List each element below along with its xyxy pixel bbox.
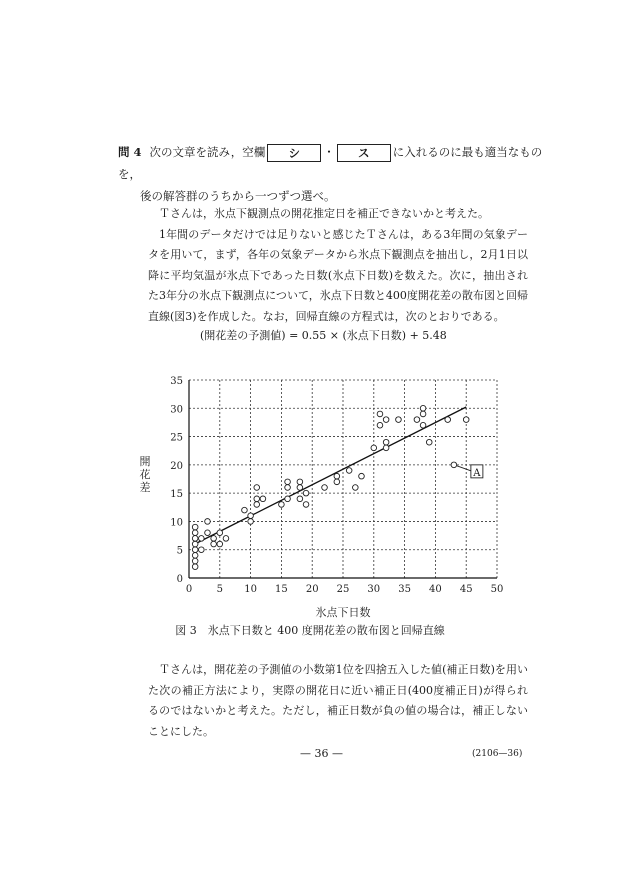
x-tick-label: 25 xyxy=(336,584,350,595)
data-point xyxy=(420,422,426,428)
data-point xyxy=(192,558,198,564)
data-point xyxy=(303,490,309,496)
annotation-leader xyxy=(457,466,471,471)
data-point xyxy=(414,417,420,423)
y-tick-label: 30 xyxy=(170,404,183,416)
data-point xyxy=(217,541,223,547)
data-point xyxy=(303,502,309,508)
regression-equation: (開花差の予測値) = 0.55 × (氷点下日数) + 5.48 xyxy=(200,329,447,342)
data-point xyxy=(377,422,383,428)
data-point xyxy=(192,553,198,559)
data-point xyxy=(396,417,402,423)
page-number: — 36 — xyxy=(300,747,343,760)
data-point xyxy=(192,541,198,547)
data-point xyxy=(420,411,426,417)
paragraph-1-body: 1年間のデータだけでは足りないと感じたＴさんは，ある3年間の気象データを用いて，まず，各年の気象データから氷点下観測点を抽出し，2月1日以降に平均気温が氷点下であった日数(氷点下日数)を数えた。次に，抽出された3年分の氷点下観測点について，氷点下日数と400度開花差の散布図と回帰直線(図3)を作成した。なお，回帰直線の方程式は，次のとおりである。 xyxy=(148,227,528,323)
data-point xyxy=(192,564,198,570)
y-axis-label: 開 xyxy=(139,454,151,468)
data-point xyxy=(254,485,260,491)
data-point xyxy=(353,485,359,491)
data-point xyxy=(285,496,291,502)
y-tick-label: 20 xyxy=(170,460,183,472)
x-tick-label: 40 xyxy=(429,584,442,595)
data-point-a xyxy=(451,462,457,468)
question-text-after: に入れるのに最も適当なものを， xyxy=(118,145,543,181)
data-point xyxy=(211,536,217,542)
data-point xyxy=(383,445,389,451)
paragraph-2-body: Ｔさんは，開花差の予測値の小数第1位を四捨五入した値(補正日数)を用いた次の補正方法により，実際の開花日に近い補正日(400度補正日)が得られるのではないかと考えた。ただし，補正日数が負の値の場合は，補正しないことにした。 xyxy=(148,663,528,738)
data-point xyxy=(279,502,285,508)
data-point xyxy=(383,417,389,423)
data-point xyxy=(383,439,389,445)
y-tick-label: 5 xyxy=(176,545,183,557)
data-point xyxy=(205,519,211,525)
separator: ・ xyxy=(323,145,335,159)
data-point xyxy=(205,530,211,536)
data-point xyxy=(297,479,303,485)
page-code: (2106—36) xyxy=(472,749,523,759)
scatter-chart xyxy=(130,365,510,625)
y-tick-label: 10 xyxy=(170,517,183,529)
data-point xyxy=(322,485,328,491)
x-tick-label: 50 xyxy=(490,584,504,595)
data-point xyxy=(248,513,254,519)
data-point xyxy=(192,530,198,536)
question-instruction: 後の解答群のうちから一つずつ選べ。 xyxy=(140,189,336,203)
x-axis-label: 氷点下日数 xyxy=(315,606,371,619)
data-point xyxy=(334,473,340,479)
x-tick-label: 0 xyxy=(185,584,193,595)
data-point xyxy=(254,502,260,508)
data-point xyxy=(371,445,377,451)
blank-shi: シ xyxy=(267,144,321,162)
annotation-label: A xyxy=(473,467,481,479)
data-point xyxy=(445,417,451,423)
data-point xyxy=(463,417,469,423)
data-point xyxy=(346,468,352,474)
data-point xyxy=(192,524,198,530)
paragraph-2 xyxy=(148,660,528,742)
x-tick-label: 20 xyxy=(305,584,319,595)
x-tick-label: 30 xyxy=(367,584,381,595)
y-tick-label: 0 xyxy=(176,574,183,585)
y-tick-label: 35 xyxy=(170,376,183,387)
data-point xyxy=(248,519,254,525)
regression-line xyxy=(195,407,466,544)
x-tick-label: 15 xyxy=(275,584,288,595)
blank-su: ス xyxy=(337,144,391,162)
data-point xyxy=(426,439,432,445)
x-tick-label: 5 xyxy=(216,584,223,595)
question-number: 問 4 xyxy=(118,145,142,159)
y-axis-label: 差 xyxy=(139,480,151,494)
question-text: 次の文章を読み，空欄 xyxy=(149,145,266,159)
question-header xyxy=(118,141,558,207)
data-point xyxy=(285,479,291,485)
data-point xyxy=(192,536,198,542)
data-point xyxy=(260,496,266,502)
data-point xyxy=(334,479,340,485)
x-tick-label: 45 xyxy=(459,584,473,595)
data-point xyxy=(285,485,291,491)
data-point xyxy=(377,411,383,417)
paragraph-1-line-1: Ｔさんは，氷点下観測点の開花推定日を補正できないかと考えた。 xyxy=(159,207,489,220)
data-point xyxy=(199,536,205,542)
data-point xyxy=(211,541,217,547)
data-point xyxy=(297,496,303,502)
data-point xyxy=(254,496,260,502)
x-tick-label: 10 xyxy=(244,584,257,595)
data-point xyxy=(359,473,365,479)
y-tick-label: 15 xyxy=(170,489,183,501)
data-point xyxy=(192,547,198,553)
data-point xyxy=(199,547,205,553)
paragraph-1 xyxy=(148,204,528,327)
data-point xyxy=(242,507,248,513)
figure-caption: 図 3 氷点下日数と 400 度開花差の散布図と回帰直線 xyxy=(175,624,445,637)
data-point xyxy=(297,485,303,491)
data-point xyxy=(217,530,223,536)
data-point xyxy=(420,405,426,411)
y-axis-label: 花 xyxy=(139,467,151,481)
x-tick-label: 35 xyxy=(398,584,411,595)
y-tick-label: 25 xyxy=(170,432,183,444)
data-point xyxy=(223,536,229,542)
